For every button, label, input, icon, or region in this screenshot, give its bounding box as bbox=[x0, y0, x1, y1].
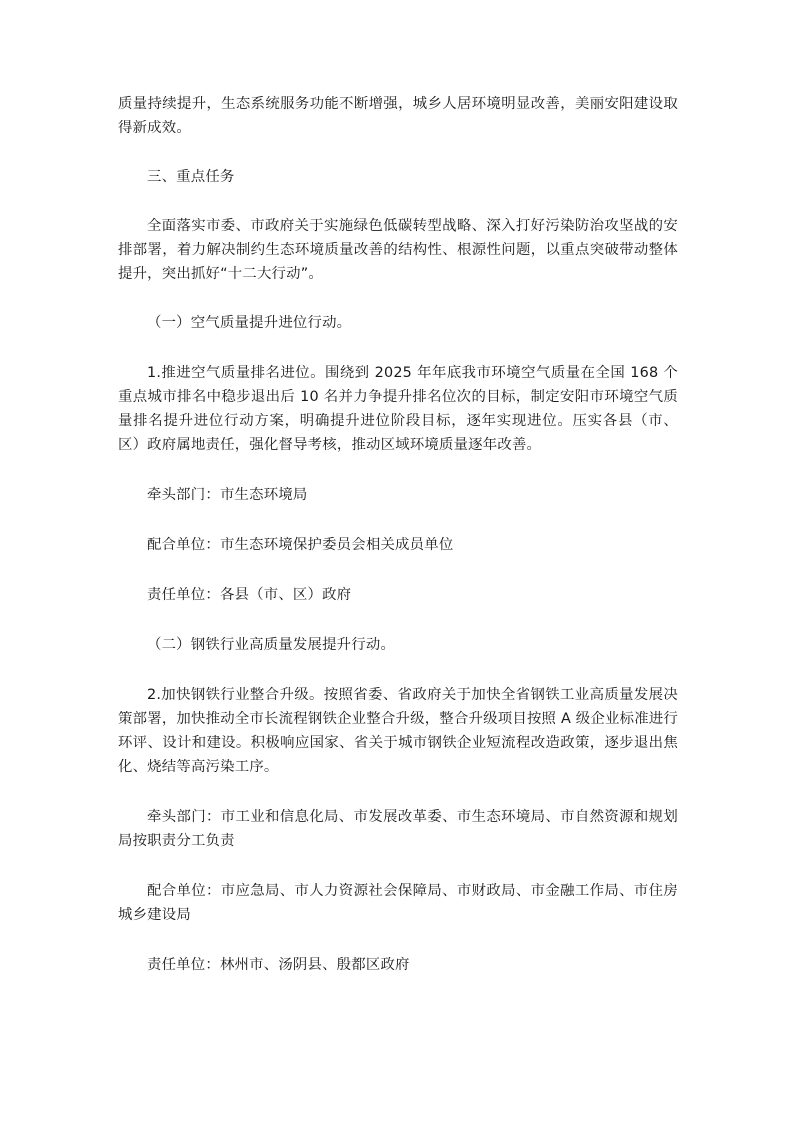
section-heading-key-tasks: 三、重点任务 bbox=[147, 169, 235, 185]
subsection-heading-air-quality: （一）空气质量提升进位行动。 bbox=[147, 315, 352, 331]
paragraph-overview: 全面落实市委、市政府关于实施绿色低碳转型战略、深入打好污染防治攻坚战的安排部署，着力解决制约生态环境质量改善的结构性、根源性问题，以重点突破带动整体提升，突出抓好“十二大行动”。 bbox=[118, 218, 678, 282]
responsible-units-2: 责任单位：林州市、汤阴县、殷都区政府 bbox=[147, 957, 410, 973]
paragraph-task-2: 2.加快钢铁行业整合升级。按照省委、省政府关于加快全省钢铁工业高质量发展决策部署，加快推动全市长流程钢铁企业整合升级，整合升级项目按照 A 级企业标准进行环评、设计和建设。积极响应国家、省关于城市钢铁企业短流程改造政策，逐步退出焦化、烧结等高污染工序。 bbox=[118, 687, 678, 775]
subsection-heading-steel: （二）钢铁行业高质量发展提升行动。 bbox=[147, 637, 396, 653]
cooperating-units-1: 配合单位：市生态环境保护委员会相关成员单位 bbox=[147, 537, 454, 553]
responsible-units-1: 责任单位：各县（市、区）政府 bbox=[147, 587, 352, 603]
document-body bbox=[118, 92, 678, 977]
paragraph-task-1: 1.推进空气质量排名进位。围绕到 2025 年年底我市环境空气质量在全国 168 个重点城市排名中稳步退出后 10 名并力争提升排名位次的目标，制定安阳市环境空气质量排名提升进位行动方案，明确提升进位阶段目标，逐年实现进位。压实各县（市、区）政府属地责任，强化督导考核，推动区域环境质量逐年改善。 bbox=[118, 365, 678, 453]
lead-department-2: 牵头部门：市工业和信息化局、市发展改革委、市生态环境局、市自然资源和规划局按职责分工负责 bbox=[118, 809, 678, 849]
lead-department-1: 牵头部门：市生态环境局 bbox=[147, 487, 308, 503]
paragraph-continuation: 质量持续提升，生态系统服务功能不断增强，城乡人居环境明显改善，美丽安阳建设取得新成效。 bbox=[118, 96, 678, 136]
cooperating-units-2: 配合单位：市应急局、市人力资源社会保障局、市财政局、市金融工作局、市住房城乡建设局 bbox=[118, 883, 678, 923]
